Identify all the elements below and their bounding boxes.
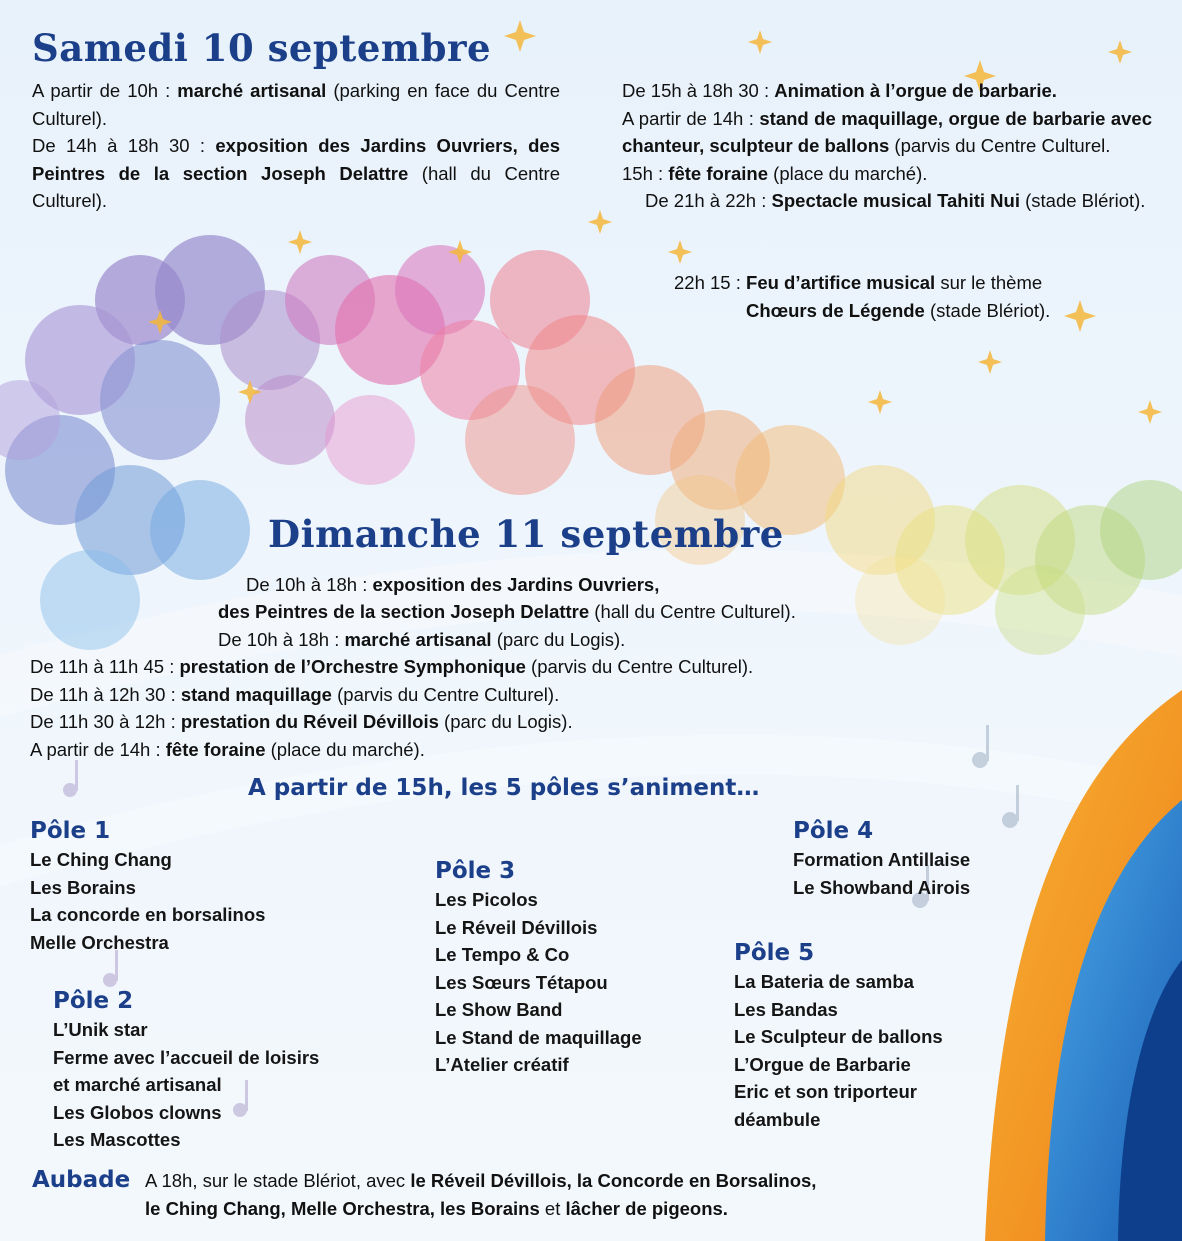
list-item: Le Sculpteur de ballons [734, 1026, 943, 1047]
fireworks-line-2: Chœurs de Légende (stade Blériot). [746, 300, 1051, 321]
fireworks-line-1: 22h 15 : Feu d’artifice musical sur le thème [674, 272, 1043, 293]
aubade-line-2: le Ching Chang, Melle Orchestra, les Borains et lâcher de pigeons. [145, 1198, 728, 1219]
list-item: Ferme avec l’accueil de loisirs [53, 1046, 320, 1068]
list-item: Le Ching Chang [30, 849, 172, 870]
list-item: déambule [734, 1108, 821, 1130]
list-item: Formation Antillaise [793, 849, 971, 870]
pole-title: Pôle 5 [734, 940, 815, 966]
pole-list [793, 846, 970, 901]
list-item: Le Stand de maquillage [435, 1026, 642, 1048]
pole-list [435, 886, 642, 1079]
sunday-title: Dimanche 11 septembre [268, 512, 784, 556]
saturday-item: De 21h à 22h : Spectacle musical Tahiti Nui (stade Blériot). [645, 190, 1146, 211]
pole-title: Pôle 4 [793, 818, 874, 844]
pole-title: Pôle 2 [53, 988, 134, 1014]
sunday-item: A partir de 14h : fête foraine (place du marché). [30, 739, 425, 760]
list-item: Les Sœurs Tétapou [435, 971, 608, 993]
pole-title: Pôle 3 [435, 858, 516, 884]
pole-5 [734, 938, 943, 1133]
saturday-right-column [622, 77, 1152, 215]
list-item: Eric et son triporteur [734, 1081, 917, 1102]
list-item: Les Borains [30, 876, 136, 898]
sunday-item: De 10h à 18h : exposition des Jardins Ouvriers, [246, 574, 660, 595]
list-item: Les Bandas [734, 998, 838, 1020]
saturday-left-column [32, 77, 560, 215]
sunday-item: des Peintres de la section Joseph Delattre (hall du Centre Culturel). [218, 601, 796, 622]
pole-2 [53, 986, 319, 1154]
list-item: Le Tempo & Co [435, 944, 570, 965]
saturday-item: A partir de 14h : stand de maquillage, orgue de barbarie avec chanteur, sculpteur de ballons (parvis du Centre Culturel. [622, 107, 1152, 156]
pole-title: Pôle 1 [30, 818, 111, 844]
poles-heading: A partir de 15h, les 5 pôles s’animent… [248, 775, 760, 801]
list-item: La concorde en borsalinos [30, 904, 266, 925]
pole-list [53, 1016, 319, 1154]
pole-4 [793, 816, 970, 901]
aubade-line-1: A 18h, sur le stade Blériot, avec le Réveil Dévillois, la Concorde en Borsalinos, [145, 1170, 817, 1191]
saturday-item: De 15h à 18h 30 : Animation à l’orgue de barbarie. [622, 80, 1057, 101]
pole-3 [435, 856, 642, 1079]
list-item: Les Picolos [435, 889, 538, 910]
sunday-item: De 10h à 18h : marché artisanal (parc du Logis). [218, 629, 626, 650]
saturday-title: Samedi 10 septembre [32, 26, 491, 70]
list-item: La Bateria de samba [734, 971, 914, 992]
saturday-item: 15h : fête foraine (place du marché). [622, 162, 928, 184]
saturday-item: De 14h à 18h 30 : exposition des Jardins Ouvriers, des Peintres de la section Joseph Delattre (hall du Centre Culturel). [32, 135, 560, 211]
sunday-item: De 11h à 12h 30 : stand maquillage (parvis du Centre Culturel). [30, 684, 560, 705]
list-item: L’Orgue de Barbarie [734, 1053, 911, 1075]
list-item: Le Show Band [435, 999, 563, 1020]
list-item: L’Unik star [53, 1019, 148, 1040]
pole-1 [30, 816, 265, 956]
aubade-title: Aubade [32, 1167, 131, 1193]
pole-list [734, 968, 943, 1133]
list-item: Les Mascottes [53, 1129, 181, 1150]
saturday-item: A partir de 10h : marché artisanal (parking en face du Centre Culturel). [32, 80, 560, 129]
sunday-item: De 11h à 11h 45 : prestation de l’Orchestre Symphonique (parvis du Centre Culturel). [30, 656, 754, 677]
list-item: Le Réveil Dévillois [435, 916, 598, 938]
pole-list [30, 846, 265, 956]
list-item: Les Globos clowns [53, 1101, 222, 1123]
list-item: et marché artisanal [53, 1074, 222, 1095]
list-item: Melle Orchestra [30, 931, 169, 953]
sunday-item: De 11h 30 à 12h : prestation du Réveil Dévillois (parc du Logis). [30, 711, 573, 732]
list-item: Le Showband Airois [793, 876, 971, 898]
list-item: L’Atelier créatif [435, 1054, 569, 1075]
